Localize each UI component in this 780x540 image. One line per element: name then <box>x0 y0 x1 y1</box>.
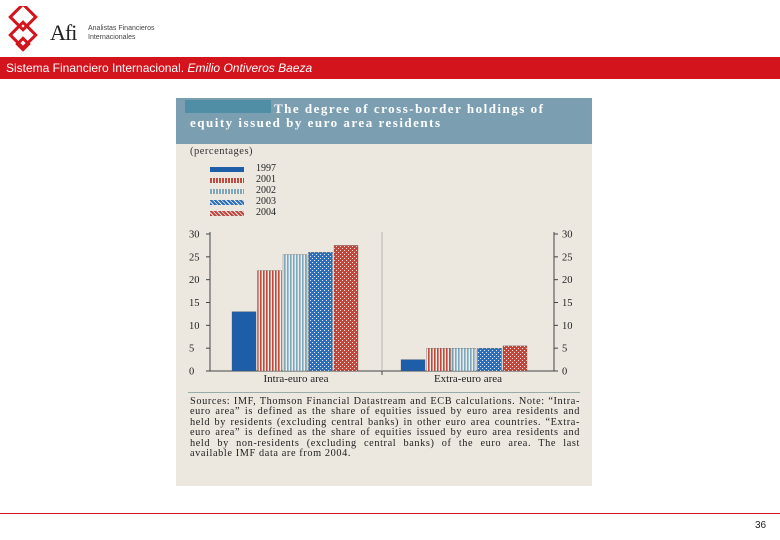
y-tick-label-left-10: 10 <box>189 320 200 332</box>
y-tick-label-left-15: 15 <box>189 298 200 309</box>
y-tick-label-left-25: 25 <box>189 252 200 264</box>
y-tick-label-right-20: 20 <box>562 275 573 287</box>
bar-2001-0 <box>258 271 282 371</box>
y-tick-label-right-15: 15 <box>562 298 573 309</box>
figure-header <box>176 98 592 144</box>
company-logo <box>6 6 206 56</box>
page-number: 36 <box>755 520 767 531</box>
logo-wordmark: Afi <box>50 20 77 45</box>
bar-2002-0 <box>283 255 307 371</box>
banner-text <box>6 61 312 75</box>
logo-subtitle-line2: Internacionales <box>88 34 136 41</box>
y-tick-label-right-30: 30 <box>562 229 573 241</box>
bar-2001-1 <box>427 348 451 371</box>
y-tick-label-left-30: 30 <box>189 229 200 241</box>
logo-subtitle <box>88 24 155 42</box>
bar-1997-1 <box>401 360 425 371</box>
y-tick-label-left-20: 20 <box>189 275 200 287</box>
bar-chart <box>176 224 592 390</box>
legend-label-2004: 2004 <box>256 207 276 218</box>
chart-legend <box>210 164 330 219</box>
y-tick-label-right-25: 25 <box>562 252 573 264</box>
bar-2003-0 <box>309 252 333 371</box>
bar-1997-0 <box>232 312 256 371</box>
legend-swatch-2001 <box>210 178 244 183</box>
chart-sources-note: Sources: IMF, Thomson Financial Datastream and ECB calculations. Note: “Intra-euro area” is defined as the share of equities issued by euro area residents and held by residents (excluding central banks) in other euro area countries. “Extra-euro area” is defined as the share of equities issued by euro area residents and held by non-residents (excluding central banks) of the euro area. The last available IMF data are from 2004. <box>190 396 580 460</box>
bar-2002-1 <box>452 348 476 371</box>
y-tick-label-right-0: 0 <box>562 366 568 378</box>
footer-divider <box>0 513 780 514</box>
legend-label-2002: 2002 <box>256 185 276 196</box>
title-banner <box>0 57 780 79</box>
bar-2004-0 <box>334 245 358 371</box>
bar-2004-1 <box>503 346 527 371</box>
legend-swatch-2003 <box>210 200 244 205</box>
chart-title: The degree of cross-border holdings of equity issued by euro area residents <box>190 101 545 130</box>
sources-divider <box>188 392 580 393</box>
bar-2003-1 <box>478 348 502 371</box>
y-tick-label-left-0: 0 <box>189 366 195 378</box>
legend-label-2001: 2001 <box>256 174 276 185</box>
legend-swatch-1997 <box>210 167 244 172</box>
banner-author: Emilio Ontiveros Baeza <box>187 61 313 75</box>
legend-label-1997: 1997 <box>256 163 276 174</box>
legend-label-2003: 2003 <box>256 196 276 207</box>
legend-swatch-2004 <box>210 211 244 216</box>
x-category-label-1: Extra-euro area <box>433 373 503 385</box>
banner-title: Sistema Financiero Internacional. <box>6 61 185 75</box>
logo-subtitle-line1: Analistas Financieros <box>88 25 155 32</box>
y-tick-label-right-10: 10 <box>562 320 573 332</box>
y-tick-label-left-5: 5 <box>189 343 195 355</box>
legend-swatch-2002 <box>210 189 244 194</box>
chart-figure <box>176 98 592 486</box>
logo-knot-icon <box>6 6 40 54</box>
y-tick-label-right-5: 5 <box>562 343 568 355</box>
x-category-label-0: Intra-euro area <box>263 373 329 385</box>
legend-item-2004 <box>210 208 330 219</box>
chart-subtitle: (percentages) <box>190 146 254 157</box>
